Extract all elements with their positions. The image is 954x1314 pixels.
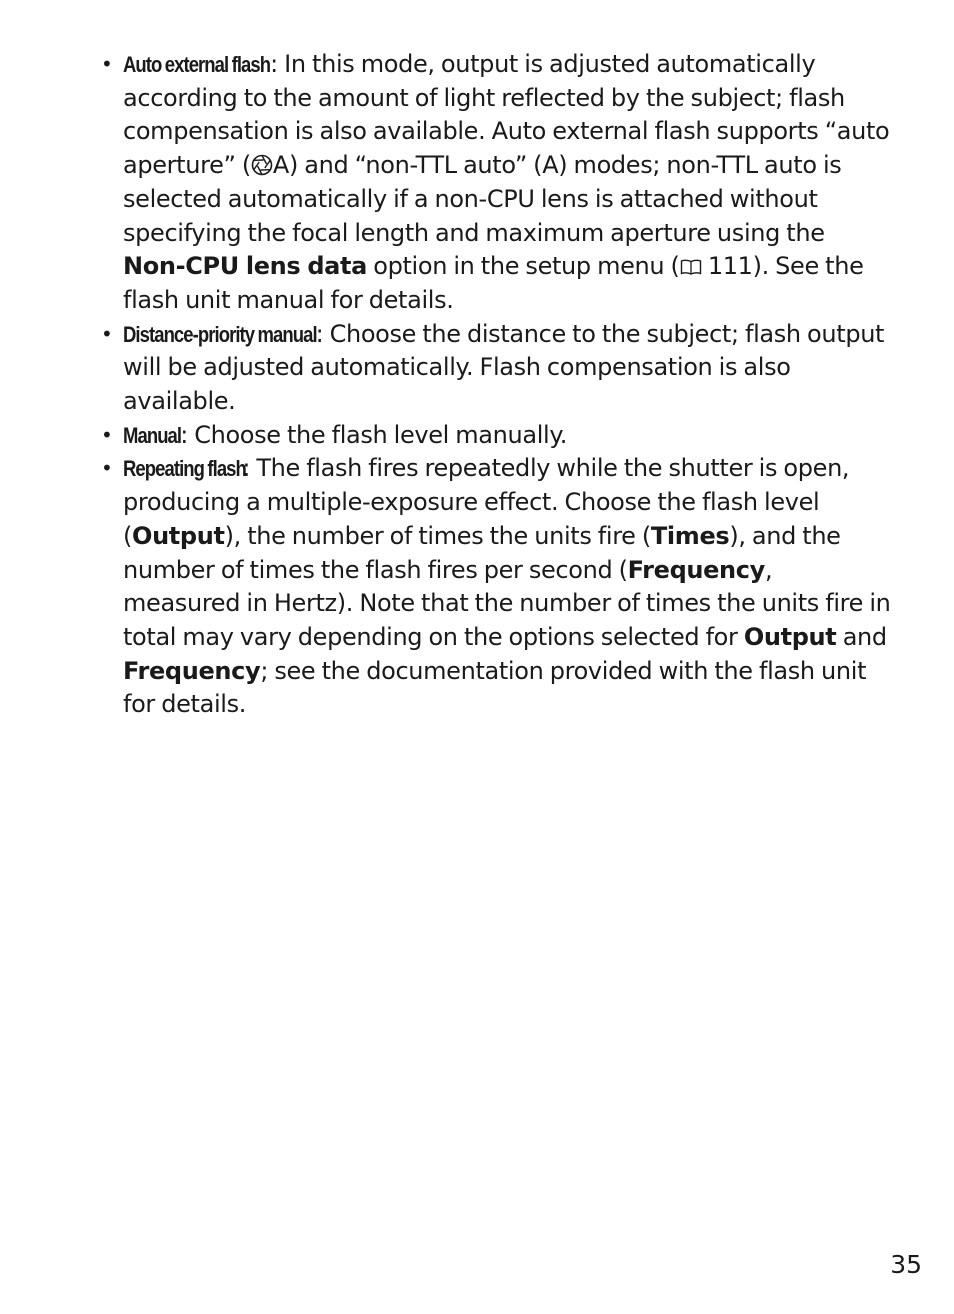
menu-option-non-cpu-lens-data: Non-CPU lens data: [123, 252, 367, 281]
page-number: 35: [890, 1250, 922, 1279]
bullet: •: [101, 321, 113, 346]
item-text: and: [836, 622, 887, 651]
page-content: [101, 48, 891, 722]
book-page-reference-icon: [680, 252, 702, 270]
list-item-distance-priority-manual: [101, 318, 891, 419]
term-manual: Manual: [123, 422, 182, 448]
item-text: A) and “non-TTL auto” (A) modes; non-TTL auto is selected automatically if a non-CPU lens is attached without specifying the focal length and maximum aperture using the: [123, 151, 842, 247]
bullet: •: [101, 422, 113, 447]
list-item-auto-external-flash: [101, 48, 891, 318]
bullet: •: [101, 52, 113, 76]
item-text: : The flash fires repeatedly while the shutter is open, producing a multiple-exposure effect. Choose the flash level (: [123, 454, 850, 550]
item-text: : In this mode, output is adjusted automatically according to the amount of light reflected by the subject; flash compensation is also available. Auto external flash supports “auto aperture” (: [123, 50, 890, 180]
bullet: •: [101, 456, 113, 481]
option-output: Output: [743, 622, 837, 651]
list-item-repeating-flash: [101, 452, 891, 722]
item-text: option in the setup menu (: [367, 252, 680, 281]
term-repeating-flash: Repeating flash: [123, 456, 246, 482]
option-frequency: Frequency: [123, 656, 261, 685]
item-text: ; see the documentation provided with the flash unit for details.: [123, 656, 867, 719]
item-text: : Choose the distance to the subject; flash output will be adjusted automatically. Flash compensation is also available.: [123, 319, 885, 416]
item-text: ), and the number of times the flash fires per second (: [123, 521, 841, 584]
term-auto-external-flash: Auto external flash: [123, 52, 271, 77]
option-frequency: Frequency: [627, 555, 765, 584]
option-output: Output: [132, 521, 225, 550]
item-text: 111). See the flash unit manual for details.: [123, 252, 864, 314]
item-text: , measured in Hertz). Note that the number of times the units fire in total may vary depending on the options selected for: [123, 555, 891, 651]
item-text: ), the number of times the units fire (: [224, 521, 651, 550]
auto-aperture-icon: [251, 152, 273, 174]
flash-mode-list: [101, 48, 891, 722]
list-item-manual: [101, 419, 891, 453]
option-times: Times: [650, 521, 730, 550]
item-text: : Choose the flash level manually.: [180, 420, 568, 449]
term-distance-priority-manual: Distance-priority manual: [123, 321, 317, 347]
